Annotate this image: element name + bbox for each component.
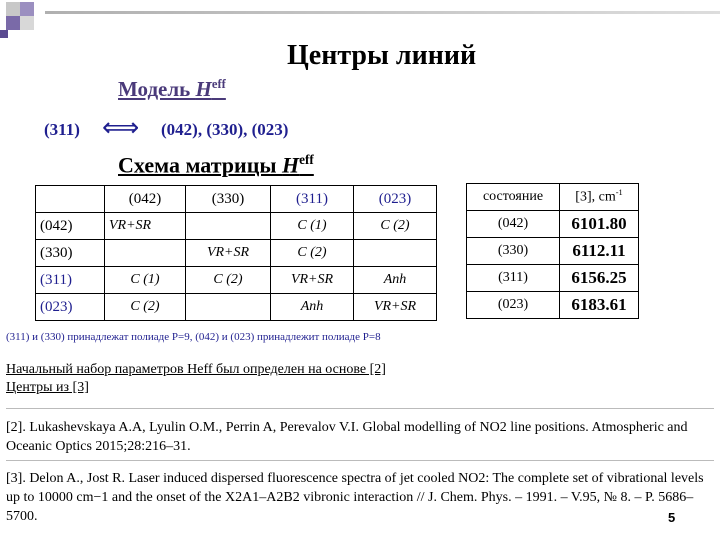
value-cell: 6101.80: [560, 211, 639, 238]
table-row: [467, 265, 639, 292]
table-row: [36, 294, 437, 321]
matrix-cell: C (1): [271, 213, 354, 240]
matrix-header-cell: (023): [354, 186, 437, 213]
table-row: [36, 186, 437, 213]
matrix-cell: [105, 240, 186, 267]
matrix-cell: [186, 213, 271, 240]
table-row: [467, 211, 639, 238]
correspondence-left: (311): [44, 120, 80, 139]
model-heading: Модель $H^{eff}$: [118, 77, 226, 101]
correspondence-right: (042), (330), (023): [161, 120, 289, 139]
slide-title: Центры линий: [287, 40, 477, 71]
state-centers-table: [466, 183, 639, 319]
table-row: [36, 267, 437, 294]
matrix-header-cell: (330): [186, 186, 271, 213]
value-cell: 6112.11: [560, 238, 639, 265]
centers-source-line: Центры из [3]: [6, 380, 89, 395]
header-rule: [45, 11, 720, 14]
polyad-note: (311) и (330) принадлежат полиаде P=9, (042) и (023) принадлежит полиаде P=8: [6, 331, 381, 343]
matrix-cell: Anh: [271, 294, 354, 321]
matrix-cell: C (2): [105, 294, 186, 321]
matrix-header-cell: (042): [105, 186, 186, 213]
matrix-cell: VR+SR: [105, 213, 186, 240]
state-cell: (023): [467, 292, 560, 319]
table-row: [467, 238, 639, 265]
matrix-cell: C (2): [271, 240, 354, 267]
matrix-cell: [354, 240, 437, 267]
state-cell: (042): [467, 211, 560, 238]
reference-3: [3]. Delon A., Jost R. Laser induced dispersed fluorescence spectra of jet cooled NO2: The complete set of vibrational levels up to 10000 cm−1 and the onset of the X2A1–A2B2 vibronic interaction // J. Chem. Phys. – 1991. – V.95, № 8. – P. 5686–5700.: [6, 471, 704, 524]
matrix-cell: [186, 294, 271, 321]
value-cell: 6156.25: [560, 265, 639, 292]
matrix-cell: VR+SR: [186, 240, 271, 267]
value-header: [3], $cm^{-1}$: [560, 184, 639, 211]
matrix-cell: VR+SR: [354, 294, 437, 321]
matrix-scheme-heading: Схема матрицы $H^{eff}$: [118, 152, 314, 178]
table-row: [36, 240, 437, 267]
table-row: [467, 292, 639, 319]
matrix-cell: C (1): [105, 267, 186, 294]
matrix-row-label: (023): [36, 294, 105, 321]
matrix-header-cell: (311): [271, 186, 354, 213]
double-arrow-icon: ⟺: [102, 113, 140, 142]
corner-decoration: [0, 0, 40, 40]
matrix-cell: C (2): [186, 267, 271, 294]
matrix-row-label: (311): [36, 267, 105, 294]
matrix-cell: Anh: [354, 267, 437, 294]
reference-2: [2]. Lukashevskaya A.A, Lyulin O.M., Perrin A, Perevalov V.I. Global modelling of NO2 line positions. Atmospheric and Oceanic Optics 2015;28:216–31.: [6, 420, 688, 454]
matrix-header-cell: [36, 186, 105, 213]
heff-matrix-table: [35, 185, 437, 321]
table-row: [467, 184, 639, 211]
value-cell: 6183.61: [560, 292, 639, 319]
table-row: [36, 213, 437, 240]
initial-parameters-line: Начальный набор параметров Heff был определен на основе [2]: [6, 362, 386, 377]
matrix-cell: VR+SR: [271, 267, 354, 294]
matrix-cell: C (2): [354, 213, 437, 240]
state-cell: (311): [467, 265, 560, 292]
page-number: 5: [668, 510, 676, 525]
matrix-row-label: (330): [36, 240, 105, 267]
matrix-row-label: (042): [36, 213, 105, 240]
divider: [6, 408, 714, 409]
state-cell: (330): [467, 238, 560, 265]
state-header: состояние: [467, 184, 560, 211]
divider: [6, 460, 714, 461]
